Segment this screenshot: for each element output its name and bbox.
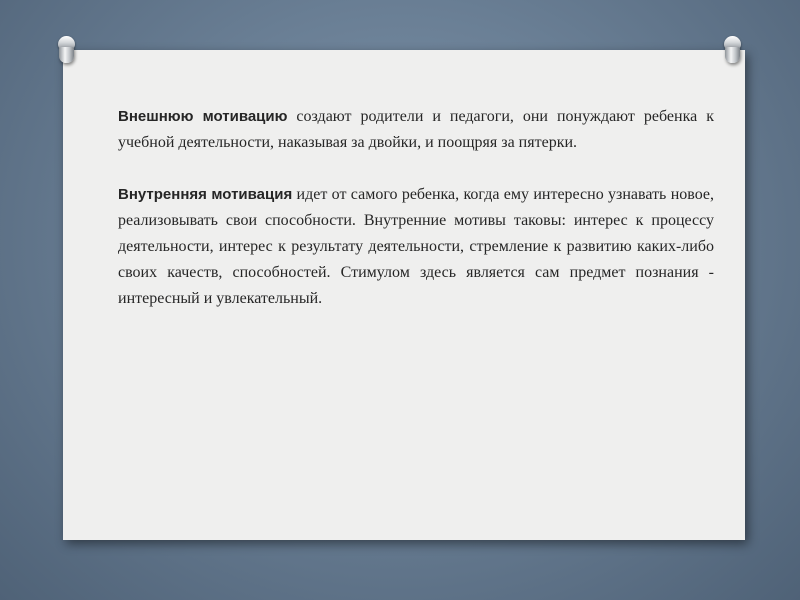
pin-icon <box>722 36 744 66</box>
term-external-motivation: Внешнюю мотивацию <box>118 108 288 125</box>
paragraph-text: идет от самого ребенка, когда ему интересно узнавать новое, реализовывать свои способности. Внутренние мотивы таковы: интерес к процессу деятельности, интерес к результату деятельности, стремление к развитию каких-либо своих качеств, способностей. Стимулом здесь является сам предмет познания - интересный и увлекательный. <box>118 186 714 307</box>
paragraph-text: создают родители и педагоги, они понуждают ребенка к учебной деятельности, наказывая за двойки, и поощряя за пятерки. <box>118 108 714 151</box>
paragraph-internal-motivation <box>118 182 714 312</box>
pin-icon <box>56 36 78 66</box>
paragraph-external-motivation <box>118 104 714 156</box>
term-internal-motivation: Внутренняя мотивация <box>118 186 293 203</box>
slide-text <box>118 104 714 338</box>
